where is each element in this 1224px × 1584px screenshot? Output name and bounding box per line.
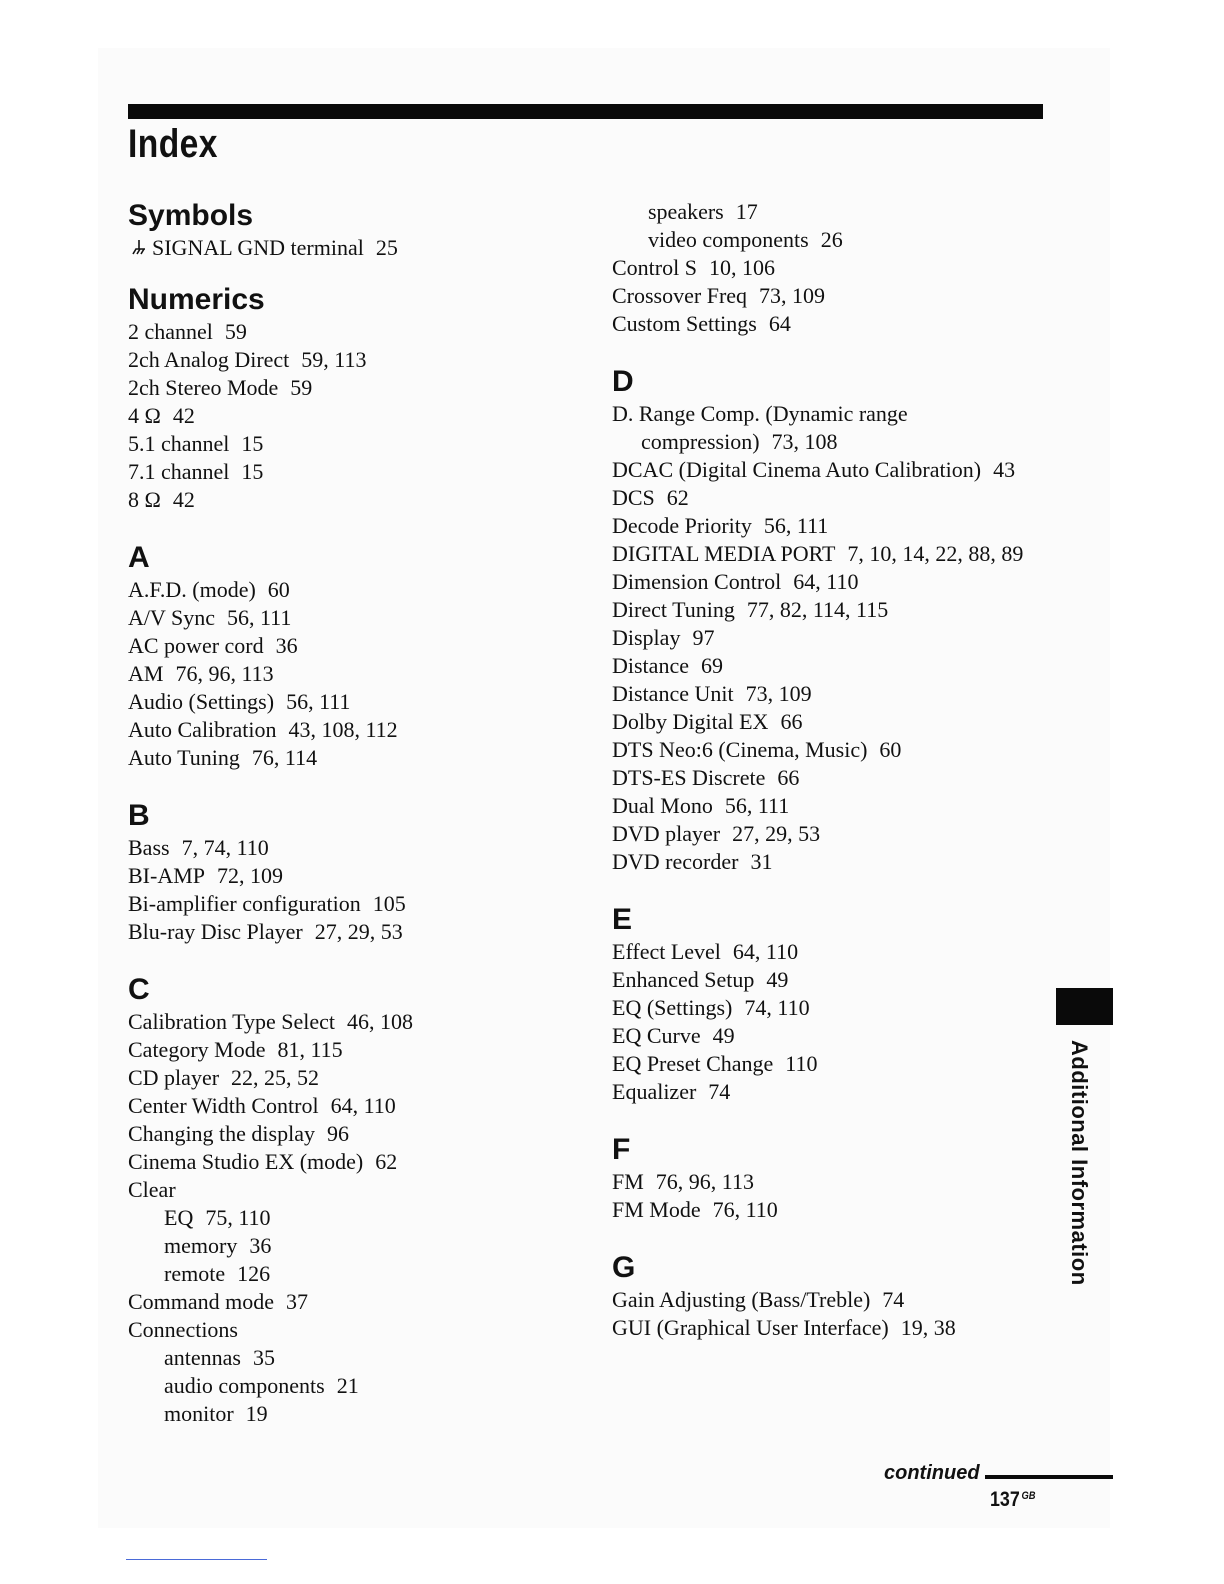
index-section (612, 1250, 1052, 1342)
entry-pages: 7, 74, 110 (181, 835, 269, 860)
index-entry (128, 1008, 568, 1036)
entry-term: Equalizer (612, 1079, 697, 1104)
entry-term: BI-AMP (128, 863, 206, 888)
entry-pages: 126 (237, 1261, 271, 1286)
index-entry (612, 1022, 1052, 1050)
index-section (128, 198, 568, 262)
entry-term: antennas (164, 1345, 241, 1370)
index-entry (612, 456, 1052, 484)
entry-pages: 76, 96, 113 (655, 1169, 754, 1194)
entry-term: Distance Unit (612, 681, 734, 706)
index-entry (612, 624, 1052, 652)
section-heading: A (128, 541, 150, 574)
entry-pages: 76, 110 (712, 1197, 778, 1222)
entry-term: monitor (164, 1401, 234, 1426)
index-entry (612, 708, 1052, 736)
entry-pages: 10, 106 (708, 255, 775, 280)
entry-pages: 31 (750, 849, 773, 874)
entry-term: EQ (164, 1205, 194, 1230)
continued-label: continued (884, 1462, 980, 1484)
index-entry (612, 680, 1052, 708)
index-entry (128, 1064, 568, 1092)
page-number-suffix: GB (1021, 1490, 1036, 1502)
entry-pages: 56, 111 (286, 689, 351, 714)
index-section (612, 902, 1052, 1106)
section-heading: B (128, 799, 150, 832)
entry-term: DVD recorder (612, 849, 739, 874)
index-entry (612, 1314, 1052, 1342)
index-entry (612, 1196, 1052, 1224)
entry-pages: 7, 10, 14, 22, 88, 89 (847, 541, 1024, 566)
entry-pages: 110 (785, 1051, 818, 1076)
entry-term: 8 Ω (128, 487, 161, 512)
entry-term: Effect Level (612, 939, 721, 964)
entry-term: Category Mode (128, 1037, 266, 1062)
index-entry (128, 660, 568, 688)
index-entry (128, 1316, 568, 1344)
entry-pages: 72, 109 (217, 863, 284, 888)
entry-pages: 97 (692, 625, 715, 650)
index-section (612, 198, 1052, 338)
entry-pages: 73, 109 (759, 283, 826, 308)
entry-pages: 43, 108, 112 (288, 717, 398, 742)
index-entry (128, 1120, 568, 1148)
entry-pages: 42 (172, 487, 195, 512)
index-entry (612, 512, 1052, 540)
entry-pages: 25 (375, 235, 398, 260)
index-entry (612, 1168, 1052, 1196)
entry-term: A/V Sync (128, 605, 215, 630)
index-entry (128, 1176, 568, 1204)
index-entry (128, 402, 568, 430)
entry-pages: 35 (252, 1345, 275, 1370)
index-entry (612, 994, 1052, 1022)
index-entry (612, 254, 1052, 282)
entry-pages: 74 (882, 1287, 905, 1312)
entry-term: A.F.D. (mode) (128, 577, 256, 602)
entry-term: Command mode (128, 1289, 275, 1314)
index-section (128, 282, 568, 514)
page-title: Index (128, 122, 218, 166)
index-entry (612, 938, 1052, 966)
index-entry (612, 1050, 1052, 1078)
index-entry (128, 604, 568, 632)
entry-pages: 22, 25, 52 (231, 1065, 320, 1090)
entry-term: FM (612, 1169, 644, 1194)
entry-term: EQ (Settings) (612, 995, 733, 1020)
index-entry (128, 744, 568, 772)
index-entry (128, 1148, 568, 1176)
entry-term: Bass (128, 835, 170, 860)
index-entry (128, 834, 568, 862)
entry-term: CD player (128, 1065, 220, 1090)
footer-line (126, 1559, 267, 1560)
index-subentry (128, 1260, 568, 1288)
entry-pages: 27, 29, 53 (314, 919, 403, 944)
entry-term: Enhanced Setup (612, 967, 755, 992)
index-entry (612, 1078, 1052, 1106)
index-column-left (128, 198, 568, 1454)
index-subentry (128, 1344, 568, 1372)
entry-pages: 64, 110 (793, 569, 859, 594)
entry-pages: 77, 82, 114, 115 (746, 597, 889, 622)
index-entry (128, 234, 568, 262)
index-entry (128, 346, 568, 374)
index-entry (128, 318, 568, 346)
entry-term: video components (648, 227, 809, 252)
entry-pages: 60 (267, 577, 290, 602)
entry-pages: 36 (275, 633, 298, 658)
index-entry (128, 576, 568, 604)
index-entry (612, 310, 1052, 338)
entry-term: DTS Neo:6 (Cinema, Music) (612, 737, 868, 762)
entry-term: Calibration Type Select (128, 1009, 336, 1034)
index-entry (612, 792, 1052, 820)
entry-pages: 42 (172, 403, 195, 428)
entry-term: Control S (612, 255, 697, 280)
entry-term: 2ch Analog Direct (128, 347, 290, 372)
entry-pages: 76, 114 (251, 745, 318, 770)
index-entry (128, 374, 568, 402)
entry-pages: 66 (777, 765, 800, 790)
index-entry (128, 918, 568, 946)
entry-term: 4 Ω (128, 403, 161, 428)
index-section (128, 798, 568, 946)
index-subentry (612, 198, 1052, 226)
index-entry (128, 688, 568, 716)
entry-term: Auto Tuning (128, 745, 240, 770)
entry-pages: 60 (879, 737, 902, 762)
entry-pages: 59, 113 (301, 347, 367, 372)
entry-pages: 76, 96, 113 (175, 661, 274, 686)
entry-pages: 96 (326, 1121, 349, 1146)
index-column-right (612, 198, 1052, 1368)
index-subentry (612, 226, 1052, 254)
section-heading: Symbols (128, 199, 254, 232)
entry-pages: 56, 111 (763, 513, 829, 538)
index-entry (612, 484, 1052, 512)
section-heading: F (612, 1133, 631, 1166)
ground-icon (128, 237, 148, 257)
entry-pages: 49 (712, 1023, 735, 1048)
entry-term: Dolby Digital EX (612, 709, 769, 734)
entry-term: memory (164, 1233, 238, 1258)
index-section (612, 1132, 1052, 1224)
entry-term: FM Mode (612, 1197, 701, 1222)
entry-pages: 59 (290, 375, 313, 400)
index-entry (612, 848, 1052, 876)
index-entry (128, 486, 568, 514)
section-heading: G (612, 1251, 636, 1284)
title-rule (128, 104, 1043, 119)
entry-term: Display (612, 625, 681, 650)
entry-term: Bi-amplifier configuration (128, 891, 361, 916)
index-entry (128, 1092, 568, 1120)
entry-term: Clear (128, 1177, 176, 1202)
entry-term: Custom Settings (612, 311, 757, 336)
entry-term: Distance (612, 653, 689, 678)
entry-term: DIGITAL MEDIA PORT (612, 541, 836, 566)
entry-term: DTS-ES Discrete (612, 765, 766, 790)
index-entry (612, 820, 1052, 848)
index-entry (612, 764, 1052, 792)
entry-term: Changing the display (128, 1121, 315, 1146)
entry-term: 5.1 channel (128, 431, 230, 456)
entry-pages: 49 (766, 967, 789, 992)
section-tab-marker (1056, 988, 1113, 1025)
index-entry (612, 736, 1052, 764)
index-section (128, 540, 568, 772)
entry-term: EQ Preset Change (612, 1051, 774, 1076)
entry-pages: 74 (708, 1079, 731, 1104)
entry-pages: 62 (666, 485, 689, 510)
entry-term: Auto Calibration (128, 717, 277, 742)
entry-pages: 26 (820, 227, 843, 252)
section-heading: D (612, 365, 634, 398)
entry-term: DCS (612, 485, 655, 510)
entry-pages: 73, 108 (771, 429, 838, 454)
index-entry (128, 890, 568, 918)
entry-term: Cinema Studio EX (mode) (128, 1149, 364, 1174)
entry-term: Center Width Control (128, 1093, 319, 1118)
index-subentry (128, 1204, 568, 1232)
index-entry (128, 430, 568, 458)
entry-term: 2ch Stereo Mode (128, 375, 279, 400)
index-entry (612, 1286, 1052, 1314)
index-entry (128, 716, 568, 744)
entry-pages: 64 (768, 311, 791, 336)
entry-pages: 56, 111 (227, 605, 292, 630)
continued-rule (985, 1475, 1113, 1479)
index-entry (612, 596, 1052, 624)
section-tab-label: Additional Information (1067, 1040, 1092, 1286)
entry-term: AM (128, 661, 164, 686)
entry-pages: 21 (336, 1373, 359, 1398)
entry-term: Blu-ray Disc Player (128, 919, 303, 944)
entry-term: remote (164, 1261, 226, 1286)
page-number-value: 137 (990, 1488, 1020, 1511)
entry-term: Connections (128, 1317, 238, 1342)
entry-pages: 64, 110 (330, 1093, 396, 1118)
entry-pages: 64, 110 (732, 939, 799, 964)
index-entry (612, 400, 1052, 456)
entry-term: audio components (164, 1373, 325, 1398)
entry-term: GUI (Graphical User Interface) (612, 1315, 889, 1340)
entry-term: Gain Adjusting (Bass/Treble) (612, 1287, 871, 1312)
page-number (990, 1488, 1036, 1512)
section-heading: Numerics (128, 283, 265, 316)
index-subentry (128, 1372, 568, 1400)
entry-pages: 36 (249, 1233, 272, 1258)
index-entry (128, 458, 568, 486)
entry-term: DCAC (Digital Cinema Auto Calibration) (612, 457, 982, 482)
entry-pages: 81, 115 (277, 1037, 343, 1062)
entry-pages: 62 (375, 1149, 398, 1174)
entry-pages: 37 (286, 1289, 309, 1314)
index-entry (128, 1036, 568, 1064)
entry-pages: 105 (372, 891, 406, 916)
index-entry (612, 282, 1052, 310)
index-subentry (128, 1232, 568, 1260)
entry-pages: 19, 38 (900, 1315, 956, 1340)
index-entry (128, 1288, 568, 1316)
entry-pages: 46, 108 (347, 1009, 414, 1034)
entry-pages: 15 (241, 459, 264, 484)
entry-term: D. Range Comp. (Dynamic range compression) (612, 401, 908, 454)
entry-pages: 43 (993, 457, 1016, 482)
entry-pages: 59 (224, 319, 247, 344)
entry-term: Direct Tuning (612, 597, 735, 622)
entry-pages: 69 (700, 653, 723, 678)
entry-pages: 17 (735, 199, 758, 224)
section-heading: E (612, 903, 633, 936)
index-entry (612, 540, 1052, 568)
index-entry (128, 862, 568, 890)
entry-pages: 27, 29, 53 (732, 821, 821, 846)
entry-term: Audio (Settings) (128, 689, 275, 714)
entry-pages: 66 (780, 709, 803, 734)
index-entry (612, 652, 1052, 680)
section-heading: C (128, 973, 150, 1006)
entry-term: EQ Curve (612, 1023, 701, 1048)
entry-term: DVD player (612, 821, 721, 846)
entry-pages: 15 (241, 431, 264, 456)
entry-pages: 73, 109 (745, 681, 812, 706)
entry-term: SIGNAL GND terminal (152, 235, 364, 260)
index-section (128, 972, 568, 1428)
entry-term: Dual Mono (612, 793, 713, 818)
entry-term: Crossover Freq (612, 283, 748, 308)
entry-term: Dimension Control (612, 569, 782, 594)
entry-term: Decode Priority (612, 513, 752, 538)
entry-pages: 19 (245, 1401, 268, 1426)
index-section (612, 364, 1052, 876)
entry-term: 2 channel (128, 319, 213, 344)
index-entry (128, 632, 568, 660)
index-subentry (128, 1400, 568, 1428)
entry-term: AC power cord (128, 633, 264, 658)
entry-pages: 74, 110 (744, 995, 810, 1020)
index-entry (612, 568, 1052, 596)
entry-term: speakers (648, 199, 724, 224)
entry-pages: 75, 110 (205, 1205, 271, 1230)
entry-term: 7.1 channel (128, 459, 230, 484)
entry-pages: 56, 111 (724, 793, 790, 818)
index-entry (612, 966, 1052, 994)
